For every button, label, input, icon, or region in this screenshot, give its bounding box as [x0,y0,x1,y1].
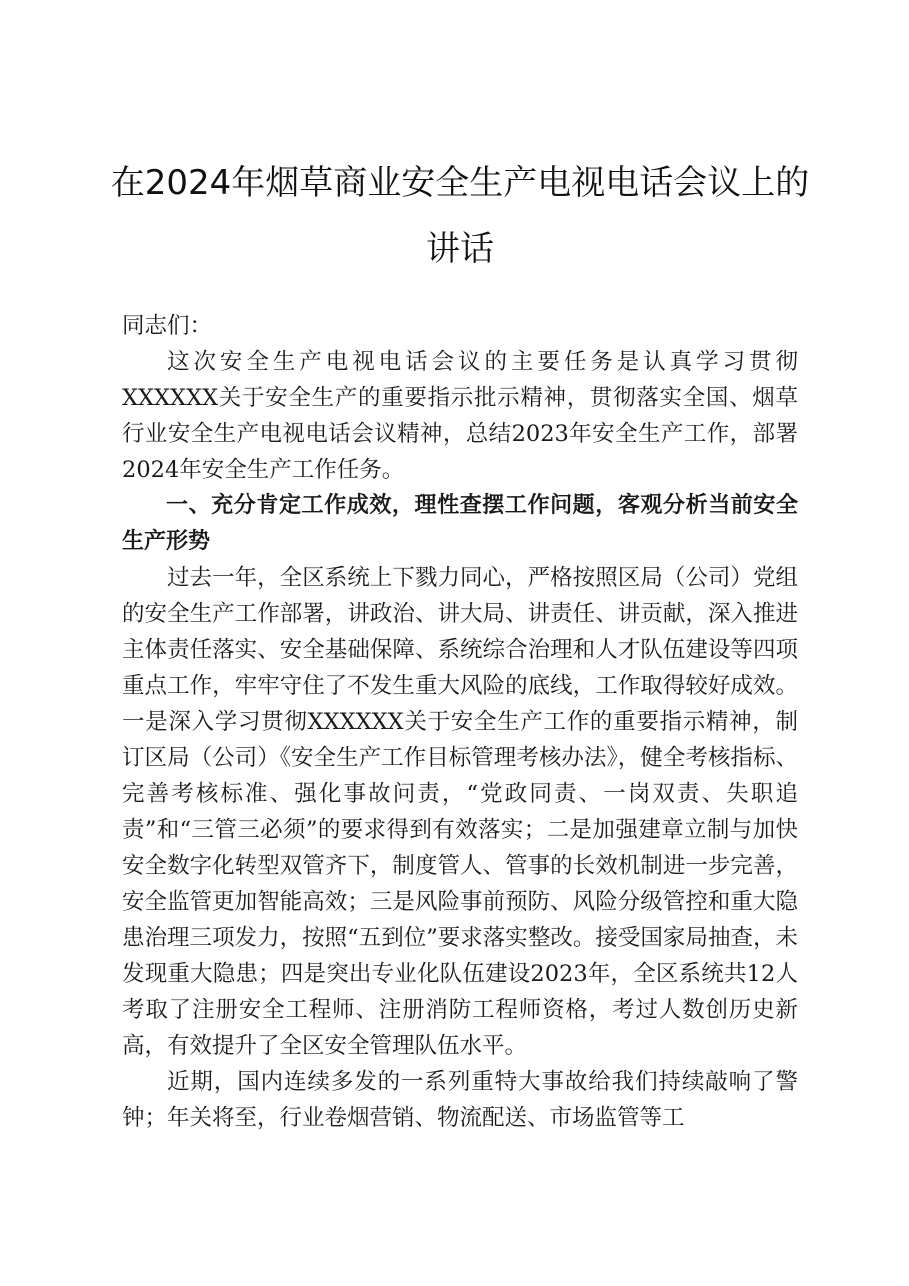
body-paragraph: 过去一年，全区系统上下戮力同心，严格按照区局（公司）党组的安全生产工作部署，讲政治、讲大局、讲责任、讲贡献，深入推进主体责任落实、安全基础保障、系统综合治理和人才队伍建设等四项重点工作，牢牢守住了不发生重大风险的底线，工作取得较好成效。一是深入学习贯彻XXXXXX关于安全生产工作的重要指示精神，制订区局（公司）《安全生产工作目标管理考核办法》，健全考核指标、完善考核标准、强化事故问责，“党政同责、一岗双责、失职追责”和“三管三必须”的要求得到有效落实；二是加强建章立制与加快安全数字化转型双管齐下，制度管人、管事的长效机制进一步完善，安全监管更加智能高效；三是风险事前预防、风险分级管控和重大隐患治理三项发力，按照“五到位”要求落实整改。接受国家局抽查，未发现重大隐患；四是突出专业化队伍建设2023年，全区系统共12人考取了注册安全工程师、注册消防工程师资格，考过人数创历史新高，有效提升了全区安全管理队伍水平。 [122,565,798,1059]
salutation: 同志们： [122,313,213,339]
section-heading: 一、充分肯定工作成效，理性查摆工作问题，客观分析当前安全生产形势 [122,493,798,554]
body-paragraph: 近期，国内连续多发的一系列重特大事故给我们持续敲响了警钟；年关将至，行业卷烟营销、物流配送、市场监管等工 [122,1069,798,1131]
intro-paragraph: 这次安全生产电视电话会议的主要任务是认真学习贯彻XXXXXX关于安全生产的重要指示批示精神，贯彻落实全国、烟草行业安全生产电视电话会议精神，总结2023年安全生产工作，部署2024年安全生产工作任务。 [122,349,798,483]
document-title: 在2024年烟草商业安全生产电视电话会议上的讲话 [110,163,810,269]
document-body [122,308,798,1136]
